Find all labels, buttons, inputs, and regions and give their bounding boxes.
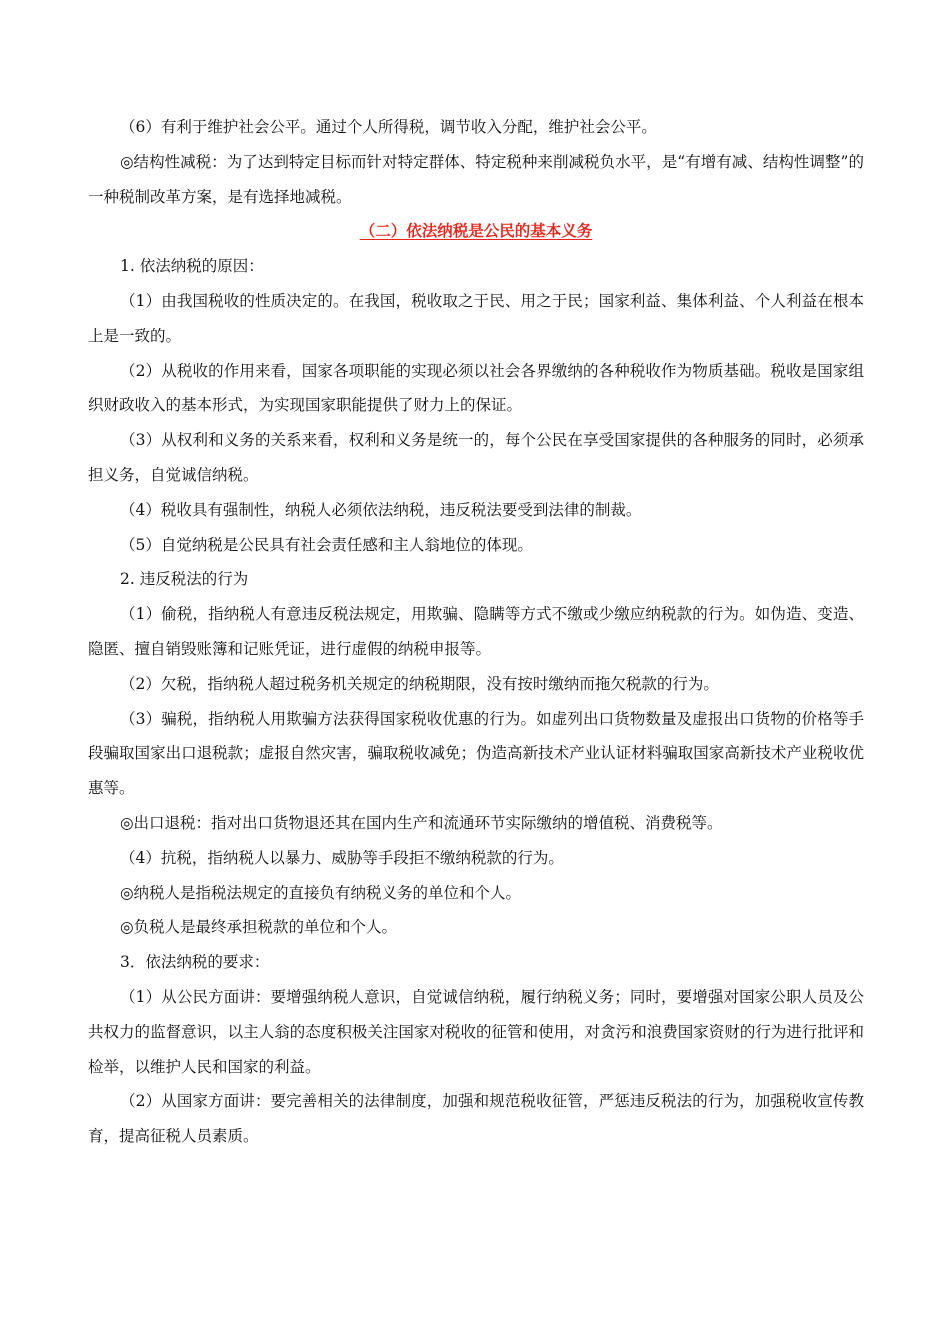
paragraph-structural-tax-cut: ◎结构性减税：为了达到特定目标而针对特定群体、特定税种来削减税负水平，是“有增有减、结构性调整”的一种税制改革方案，是有选择地减税。 (88, 152, 864, 206)
paragraph-taxpayer-definition: ◎纳税人是指税法规定的直接负有纳税义务的单位和个人。 (120, 883, 522, 902)
paragraph-tax-evasion: （1）偷税，指纳税人有意违反税法规定，用欺骗、隐瞒等方式不缴或少缴应纳税款的行为。如伪造、变造、隐匿、擅自销毁账簿和记账凭证，进行虚假的纳税申报等。 (88, 605, 864, 658)
paragraph-tax-fraud: （3）骗税，指纳税人用欺骗方法获得国家税收优惠的行为。如虚列出口货物数量及虚报出口货物的价格等手段骗取国家出口退税款；虚报自然灾害，骗取税收减免；伪造高新技术产业认证材料骗取国家高新技术产业税收优惠等。 (88, 709, 864, 798)
paragraph-fairness: （6）有利于维护社会公平。通过个人所得税，调节收入分配，维护社会公平。 (120, 118, 657, 136)
paragraph-reasons-title: 1. 依法纳税的原因： (120, 257, 264, 276)
paragraph-reason-2: （2）从税收的作用来看，国家各项职能的实现必须以社会各界缴纳的各种税收作为物质基础。税收是国家组织财政收入的基本形式，为实现国家职能提供了财力上的保证。 (88, 361, 864, 415)
paragraph-tax-arrears: （2）欠税，指纳税人超过税务机关规定的纳税期限，没有按时缴纳而拖欠税款的行为。 (120, 674, 719, 693)
paragraph-reason-5: （5）自觉纳税是公民具有社会责任感和主人翁地位的体现。 (120, 535, 533, 554)
paragraph-tax-bearer-definition: ◎负税人是最终承担税款的单位和个人。 (120, 918, 398, 937)
paragraph-export-rebate: ◎出口退税：指对出口货物退还其在国内生产和流通环节实际缴纳的增值税、消费税等。 (120, 813, 723, 832)
document-page (88, 110, 864, 1154)
paragraph-state-requirement: （2）从国家方面讲：要完善相关的法律制度，加强和规范税收征管，严惩违反税法的行为，加强税收宣传教育，提高征税人员素质。 (88, 1092, 864, 1146)
paragraph-violations-title: 2. 违反税法的行为 (120, 570, 249, 589)
paragraph-citizen-requirement: （1）从公民方面讲：要增强纳税人意识，自觉诚信纳税，履行纳税义务；同时，要增强对国家公职人员及公共权力的监督意识，以主人翁的态度积极关注国家对税收的征管和使用，对贪污和浪费国家资财的行为进行批评和检举，以维护人民和国家的利益。 (88, 987, 864, 1076)
paragraph-tax-resistance: （4）抗税，指纳税人以暴力、威胁等手段拒不缴纳税款的行为。 (120, 848, 564, 867)
paragraph-reason-1: （1）由我国税收的性质决定的。在我国，税收取之于民、用之于民；国家利益、集体利益、个人利益在根本上是一致的。 (88, 291, 864, 345)
paragraph-requirements-title: 3．依法纳税的要求： (120, 953, 270, 972)
paragraph-reason-4: （4）税收具有强制性，纳税人必须依法纳税，违反税法要受到法律的制裁。 (120, 500, 642, 519)
section-heading: （二）依法纳税是公民的基本义务 (359, 221, 593, 241)
paragraph-reason-3: （3）从权利和义务的关系来看，权利和义务是统一的，每个公民在享受国家提供的各种服务的同时，必须承担义务，自觉诚信纳税。 (88, 431, 864, 484)
